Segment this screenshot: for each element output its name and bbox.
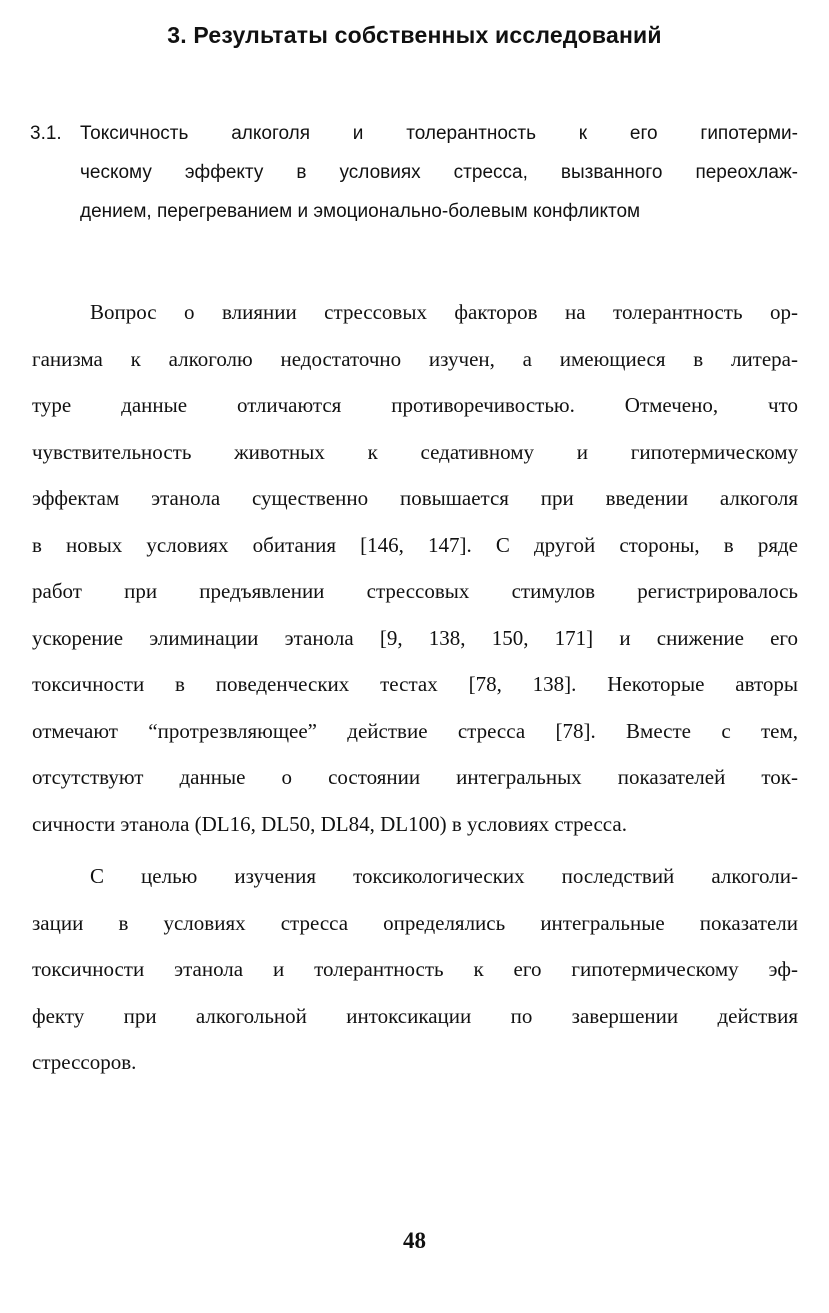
text-line: токсичности в поведенческих тестах [78, 138]. Некоторые авторы bbox=[32, 672, 798, 696]
text-line: работ при предъявлении стрессовых стимулов регистрировалось bbox=[32, 579, 798, 603]
text-line: ганизма к алкоголю недостаточно изучен, а имеющиеся в литера- bbox=[32, 346, 798, 371]
chapter-title: 3. Результаты собственных исследований bbox=[167, 22, 662, 48]
text-line: зации в условиях стресса определялись интегральные показатели bbox=[32, 910, 798, 935]
section-title-line: ческому эффекту в условиях стресса, вызванного переохлаж- bbox=[80, 162, 798, 183]
text-line: отмечают “протрезвляющее” действие стресса [78]. Вместе с тем, bbox=[32, 718, 798, 743]
paragraph bbox=[32, 853, 798, 1086]
text-line: сичности этанола (DL16, DL50, DL84, DL100) в условиях стресса. bbox=[32, 811, 627, 836]
text-line: отсутствуют данные о состоянии интегральных показателей ток- bbox=[32, 765, 798, 789]
section-number: 3.1. bbox=[30, 123, 62, 144]
text-line: в новых условиях обитания [146, 147]. С другой стороны, в ряде bbox=[32, 532, 798, 557]
text-line: токсичности этанола и толерантность к его гипотермическому эф- bbox=[32, 957, 798, 981]
text-line: С целью изучения токсикологических последствий алкоголи- bbox=[90, 864, 798, 888]
section-title-line: дением, перегреванием и эмоционально-болевым конфликтом bbox=[80, 201, 641, 222]
text-line: чувствительность животных к седативному и гипотермическому bbox=[32, 439, 798, 464]
paragraph bbox=[32, 289, 798, 847]
text-line: туре данные отличаются противоречивостью. Отмечено, что bbox=[32, 393, 798, 417]
text-line: эффектам этанола существенно повышается при введении алкоголя bbox=[32, 486, 798, 510]
text-line: стрессоров. bbox=[32, 1050, 137, 1074]
text-line: Вопрос о влиянии стрессовых факторов на толерантность ор- bbox=[90, 300, 798, 324]
text-line: ускорение элиминации этанола [9, 138, 150, 171] и снижение его bbox=[32, 625, 798, 650]
text-line: фекту при алкогольной интоксикации по завершении действия bbox=[32, 1003, 798, 1028]
page-number: 48 bbox=[403, 1228, 426, 1253]
section-title-line: Токсичность алкоголя и толерантность к его гипотерми- bbox=[80, 123, 798, 144]
